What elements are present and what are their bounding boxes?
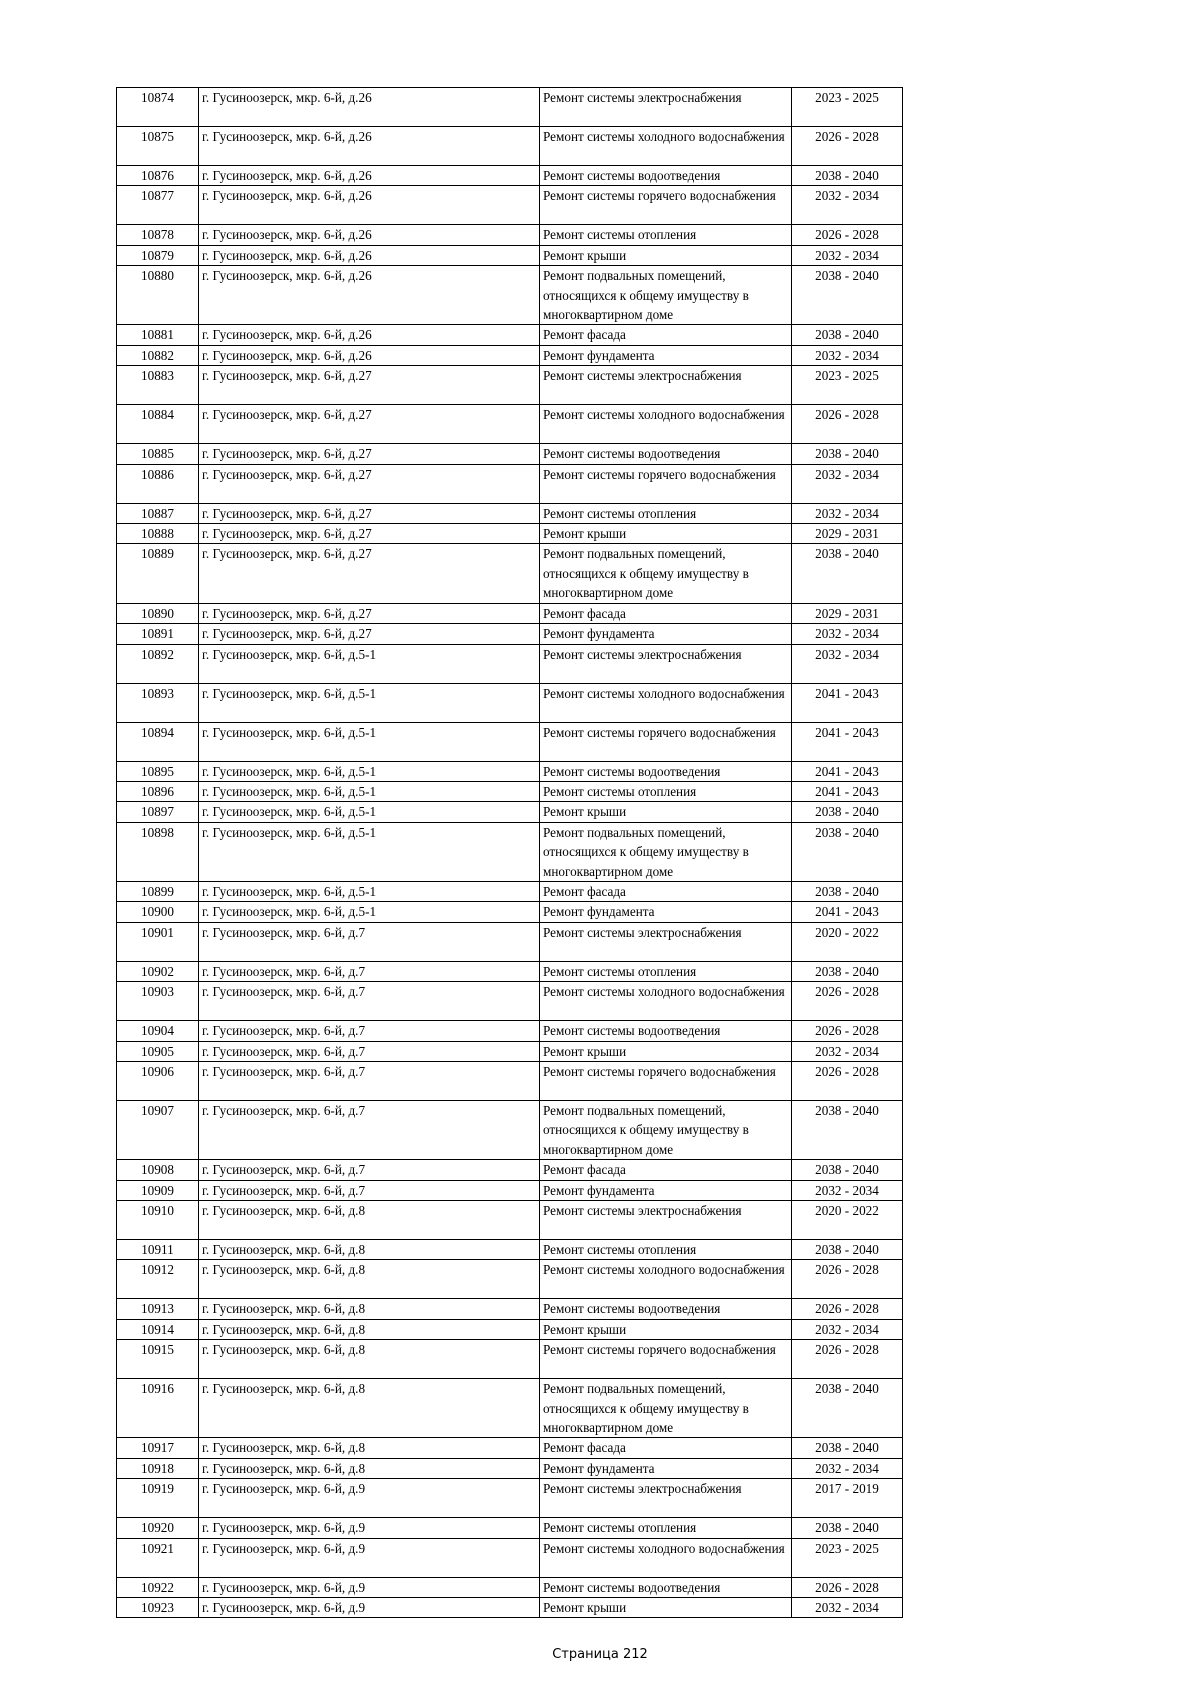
work-type-cell: Ремонт фундамента — [540, 902, 792, 922]
row-number-cell: 10906 — [117, 1061, 199, 1100]
row-number-cell: 10875 — [117, 127, 199, 166]
work-type-cell: Ремонт крыши — [540, 245, 792, 265]
table-row — [117, 1061, 903, 1100]
table-row — [117, 127, 903, 166]
period-cell: 2038 - 2040 — [792, 266, 903, 325]
work-type-cell: Ремонт системы электроснабжения — [540, 644, 792, 683]
address-cell: г. Гусиноозерск, мкр. 6-й, д.7 — [199, 961, 540, 981]
row-number-cell: 10902 — [117, 961, 199, 981]
work-type-cell: Ремонт подвальных помещений, относящихся к общему имуществу в многоквартирном доме — [540, 544, 792, 603]
row-number-cell: 10904 — [117, 1021, 199, 1041]
work-type-cell: Ремонт системы холодного водоснабжения — [540, 1538, 792, 1577]
period-cell: 2023 - 2025 — [792, 1538, 903, 1577]
row-number-cell: 10879 — [117, 245, 199, 265]
address-cell: г. Гусиноозерск, мкр. 6-й, д.7 — [199, 1021, 540, 1041]
work-type-cell: Ремонт системы отопления — [540, 781, 792, 801]
table-row — [117, 1518, 903, 1538]
period-cell: 2026 - 2028 — [792, 982, 903, 1021]
period-cell: 2032 - 2034 — [792, 644, 903, 683]
work-type-cell: Ремонт системы водоотведения — [540, 1021, 792, 1041]
table-row — [117, 624, 903, 644]
row-number-cell: 10907 — [117, 1100, 199, 1159]
period-cell: 2023 - 2025 — [792, 366, 903, 405]
row-number-cell: 10881 — [117, 325, 199, 345]
table-body — [117, 88, 903, 1618]
row-number-cell: 10895 — [117, 761, 199, 781]
table-row — [117, 1100, 903, 1159]
address-cell: г. Гусиноозерск, мкр. 6-й, д.26 — [199, 245, 540, 265]
work-type-cell: Ремонт системы электроснабжения — [540, 1479, 792, 1518]
work-type-cell: Ремонт подвальных помещений, относящихся к общему имуществу в многоквартирном доме — [540, 822, 792, 881]
row-number-cell: 10911 — [117, 1240, 199, 1260]
address-cell: г. Гусиноозерск, мкр. 6-й, д.7 — [199, 1180, 540, 1200]
address-cell: г. Гусиноозерск, мкр. 6-й, д.8 — [199, 1201, 540, 1240]
row-number-cell: 10896 — [117, 781, 199, 801]
row-number-cell: 10880 — [117, 266, 199, 325]
work-type-cell: Ремонт крыши — [540, 802, 792, 822]
table-row — [117, 405, 903, 444]
address-cell: г. Гусиноозерск, мкр. 6-й, д.26 — [199, 88, 540, 127]
address-cell: г. Гусиноозерск, мкр. 6-й, д.27 — [199, 366, 540, 405]
work-type-cell: Ремонт системы водоотведения — [540, 1299, 792, 1319]
address-cell: г. Гусиноозерск, мкр. 6-й, д.27 — [199, 405, 540, 444]
table-row — [117, 1041, 903, 1061]
table-row — [117, 345, 903, 365]
row-number-cell: 10897 — [117, 802, 199, 822]
period-cell: 2026 - 2028 — [792, 225, 903, 245]
work-type-cell: Ремонт системы электроснабжения — [540, 366, 792, 405]
table-row — [117, 166, 903, 186]
period-cell: 2041 - 2043 — [792, 761, 903, 781]
row-number-cell: 10918 — [117, 1458, 199, 1478]
period-cell: 2032 - 2034 — [792, 464, 903, 503]
work-type-cell: Ремонт фасада — [540, 1438, 792, 1458]
period-cell: 2041 - 2043 — [792, 902, 903, 922]
address-cell: г. Гусиноозерск, мкр. 6-й, д.8 — [199, 1458, 540, 1478]
period-cell: 2029 - 2031 — [792, 603, 903, 623]
row-number-cell: 10920 — [117, 1518, 199, 1538]
period-cell: 2038 - 2040 — [792, 1379, 903, 1438]
period-cell: 2026 - 2028 — [792, 1340, 903, 1379]
period-cell: 2038 - 2040 — [792, 1160, 903, 1180]
address-cell: г. Гусиноозерск, мкр. 6-й, д.5-1 — [199, 802, 540, 822]
table-row — [117, 822, 903, 881]
address-cell: г. Гусиноозерск, мкр. 6-й, д.9 — [199, 1577, 540, 1597]
address-cell: г. Гусиноозерск, мкр. 6-й, д.26 — [199, 225, 540, 245]
work-type-cell: Ремонт системы горячего водоснабжения — [540, 464, 792, 503]
address-cell: г. Гусиноозерск, мкр. 6-й, д.27 — [199, 464, 540, 503]
work-type-cell: Ремонт системы горячего водоснабжения — [540, 1061, 792, 1100]
period-cell: 2032 - 2034 — [792, 1598, 903, 1618]
address-cell: г. Гусиноозерск, мкр. 6-й, д.5-1 — [199, 683, 540, 722]
address-cell: г. Гусиноозерск, мкр. 6-й, д.5-1 — [199, 781, 540, 801]
work-type-cell: Ремонт фундамента — [540, 1458, 792, 1478]
work-type-cell: Ремонт подвальных помещений, относящихся к общему имуществу в многоквартирном доме — [540, 1379, 792, 1438]
address-cell: г. Гусиноозерск, мкр. 6-й, д.8 — [199, 1379, 540, 1438]
table-row — [117, 683, 903, 722]
table-row — [117, 1240, 903, 1260]
table-row — [117, 444, 903, 464]
row-number-cell: 10921 — [117, 1538, 199, 1577]
row-number-cell: 10886 — [117, 464, 199, 503]
table-row — [117, 366, 903, 405]
address-cell: г. Гусиноозерск, мкр. 6-й, д.27 — [199, 503, 540, 523]
period-cell: 2041 - 2043 — [792, 722, 903, 761]
period-cell: 2038 - 2040 — [792, 961, 903, 981]
table-row — [117, 1021, 903, 1041]
address-cell: г. Гусиноозерск, мкр. 6-й, д.26 — [199, 325, 540, 345]
period-cell: 2020 - 2022 — [792, 1201, 903, 1240]
row-number-cell: 10923 — [117, 1598, 199, 1618]
table-row — [117, 1438, 903, 1458]
address-cell: г. Гусиноозерск, мкр. 6-й, д.27 — [199, 524, 540, 544]
period-cell: 2026 - 2028 — [792, 1577, 903, 1597]
period-cell: 2020 - 2022 — [792, 922, 903, 961]
row-number-cell: 10913 — [117, 1299, 199, 1319]
work-type-cell: Ремонт крыши — [540, 1598, 792, 1618]
table-row — [117, 1458, 903, 1478]
table-row — [117, 1319, 903, 1339]
period-cell: 2032 - 2034 — [792, 624, 903, 644]
table-row — [117, 922, 903, 961]
period-cell: 2026 - 2028 — [792, 127, 903, 166]
table-row — [117, 961, 903, 981]
period-cell: 2032 - 2034 — [792, 245, 903, 265]
work-type-cell: Ремонт системы холодного водоснабжения — [540, 982, 792, 1021]
address-cell: г. Гусиноозерск, мкр. 6-й, д.27 — [199, 444, 540, 464]
address-cell: г. Гусиноозерск, мкр. 6-й, д.5-1 — [199, 761, 540, 781]
address-cell: г. Гусиноозерск, мкр. 6-й, д.8 — [199, 1260, 540, 1299]
work-type-cell: Ремонт крыши — [540, 1041, 792, 1061]
period-cell: 2038 - 2040 — [792, 544, 903, 603]
table-row — [117, 603, 903, 623]
address-cell: г. Гусиноозерск, мкр. 6-й, д.9 — [199, 1538, 540, 1577]
work-type-cell: Ремонт фасада — [540, 1160, 792, 1180]
repair-schedule-table — [116, 87, 903, 1618]
period-cell: 2041 - 2043 — [792, 683, 903, 722]
work-type-cell: Ремонт системы горячего водоснабжения — [540, 1340, 792, 1379]
address-cell: г. Гусиноозерск, мкр. 6-й, д.9 — [199, 1479, 540, 1518]
address-cell: г. Гусиноозерск, мкр. 6-й, д.9 — [199, 1598, 540, 1618]
row-number-cell: 10876 — [117, 166, 199, 186]
row-number-cell: 10874 — [117, 88, 199, 127]
address-cell: г. Гусиноозерск, мкр. 6-й, д.5-1 — [199, 644, 540, 683]
address-cell: г. Гусиноозерск, мкр. 6-й, д.27 — [199, 603, 540, 623]
row-number-cell: 10893 — [117, 683, 199, 722]
table-row — [117, 881, 903, 901]
row-number-cell: 10919 — [117, 1479, 199, 1518]
address-cell: г. Гусиноозерск, мкр. 6-й, д.8 — [199, 1319, 540, 1339]
table-row — [117, 325, 903, 345]
work-type-cell: Ремонт подвальных помещений, относящихся к общему имуществу в многоквартирном доме — [540, 1100, 792, 1159]
period-cell: 2026 - 2028 — [792, 1061, 903, 1100]
table-row — [117, 1180, 903, 1200]
row-number-cell: 10916 — [117, 1379, 199, 1438]
work-type-cell: Ремонт системы холодного водоснабжения — [540, 127, 792, 166]
row-number-cell: 10891 — [117, 624, 199, 644]
work-type-cell: Ремонт системы водоотведения — [540, 444, 792, 464]
address-cell: г. Гусиноозерск, мкр. 6-й, д.5-1 — [199, 881, 540, 901]
table-row — [117, 88, 903, 127]
row-number-cell: 10892 — [117, 644, 199, 683]
table-row — [117, 1160, 903, 1180]
table-row — [117, 1299, 903, 1319]
table-row — [117, 1340, 903, 1379]
work-type-cell: Ремонт подвальных помещений, относящихся к общему имуществу в многоквартирном доме — [540, 266, 792, 325]
address-cell: г. Гусиноозерск, мкр. 6-й, д.5-1 — [199, 822, 540, 881]
row-number-cell: 10878 — [117, 225, 199, 245]
work-type-cell: Ремонт крыши — [540, 524, 792, 544]
period-cell: 2026 - 2028 — [792, 1021, 903, 1041]
work-type-cell: Ремонт системы отопления — [540, 1240, 792, 1260]
address-cell: г. Гусиноозерск, мкр. 6-й, д.8 — [199, 1340, 540, 1379]
work-type-cell: Ремонт системы отопления — [540, 503, 792, 523]
page-number: Страница 212 — [552, 1647, 648, 1662]
row-number-cell: 10905 — [117, 1041, 199, 1061]
period-cell: 2029 - 2031 — [792, 524, 903, 544]
period-cell: 2023 - 2025 — [792, 88, 903, 127]
period-cell: 2026 - 2028 — [792, 405, 903, 444]
work-type-cell: Ремонт системы отопления — [540, 225, 792, 245]
row-number-cell: 10889 — [117, 544, 199, 603]
address-cell: г. Гусиноозерск, мкр. 6-й, д.7 — [199, 982, 540, 1021]
table-row — [117, 1379, 903, 1438]
table-row — [117, 225, 903, 245]
work-type-cell: Ремонт крыши — [540, 1319, 792, 1339]
table-row — [117, 245, 903, 265]
address-cell: г. Гусиноозерск, мкр. 6-й, д.7 — [199, 1160, 540, 1180]
table-row — [117, 1201, 903, 1240]
work-type-cell: Ремонт системы холодного водоснабжения — [540, 683, 792, 722]
row-number-cell: 10882 — [117, 345, 199, 365]
row-number-cell: 10917 — [117, 1438, 199, 1458]
work-type-cell: Ремонт системы отопления — [540, 961, 792, 981]
address-cell: г. Гусиноозерск, мкр. 6-й, д.9 — [199, 1518, 540, 1538]
period-cell: 2032 - 2034 — [792, 1319, 903, 1339]
work-type-cell: Ремонт системы электроснабжения — [540, 922, 792, 961]
row-number-cell: 10885 — [117, 444, 199, 464]
table-row — [117, 1260, 903, 1299]
row-number-cell: 10908 — [117, 1160, 199, 1180]
address-cell: г. Гусиноозерск, мкр. 6-й, д.26 — [199, 345, 540, 365]
address-cell: г. Гусиноозерск, мкр. 6-й, д.26 — [199, 186, 540, 225]
work-type-cell: Ремонт системы отопления — [540, 1518, 792, 1538]
row-number-cell: 10914 — [117, 1319, 199, 1339]
work-type-cell: Ремонт системы водоотведения — [540, 166, 792, 186]
period-cell: 2038 - 2040 — [792, 881, 903, 901]
address-cell: г. Гусиноозерск, мкр. 6-й, д.26 — [199, 266, 540, 325]
row-number-cell: 10903 — [117, 982, 199, 1021]
period-cell: 2026 - 2028 — [792, 1299, 903, 1319]
row-number-cell: 10883 — [117, 366, 199, 405]
row-number-cell: 10899 — [117, 881, 199, 901]
work-type-cell: Ремонт системы водоотведения — [540, 1577, 792, 1597]
table-row — [117, 902, 903, 922]
period-cell: 2026 - 2028 — [792, 1260, 903, 1299]
table-row — [117, 503, 903, 523]
work-type-cell: Ремонт системы холодного водоснабжения — [540, 1260, 792, 1299]
work-type-cell: Ремонт фундамента — [540, 345, 792, 365]
address-cell: г. Гусиноозерск, мкр. 6-й, д.7 — [199, 1061, 540, 1100]
work-type-cell: Ремонт системы горячего водоснабжения — [540, 186, 792, 225]
row-number-cell: 10894 — [117, 722, 199, 761]
work-type-cell: Ремонт фундамента — [540, 624, 792, 644]
table-row — [117, 524, 903, 544]
address-cell: г. Гусиноозерск, мкр. 6-й, д.5-1 — [199, 902, 540, 922]
table-row — [117, 186, 903, 225]
work-type-cell: Ремонт фасада — [540, 881, 792, 901]
page-footer — [0, 1647, 1200, 1662]
period-cell: 2038 - 2040 — [792, 1518, 903, 1538]
period-cell: 2032 - 2034 — [792, 503, 903, 523]
table-row — [117, 464, 903, 503]
period-cell: 2017 - 2019 — [792, 1479, 903, 1518]
period-cell: 2038 - 2040 — [792, 1438, 903, 1458]
work-type-cell: Ремонт фасада — [540, 325, 792, 345]
address-cell: г. Гусиноозерск, мкр. 6-й, д.26 — [199, 166, 540, 186]
row-number-cell: 10901 — [117, 922, 199, 961]
period-cell: 2041 - 2043 — [792, 781, 903, 801]
work-type-cell: Ремонт системы водоотведения — [540, 761, 792, 781]
work-type-cell: Ремонт фундамента — [540, 1180, 792, 1200]
table-row — [117, 722, 903, 761]
row-number-cell: 10922 — [117, 1577, 199, 1597]
address-cell: г. Гусиноозерск, мкр. 6-й, д.8 — [199, 1299, 540, 1319]
period-cell: 2038 - 2040 — [792, 822, 903, 881]
address-cell: г. Гусиноозерск, мкр. 6-й, д.8 — [199, 1240, 540, 1260]
table-row — [117, 644, 903, 683]
period-cell: 2032 - 2034 — [792, 1041, 903, 1061]
table-row — [117, 1577, 903, 1597]
address-cell: г. Гусиноозерск, мкр. 6-й, д.26 — [199, 127, 540, 166]
work-type-cell: Ремонт системы горячего водоснабжения — [540, 722, 792, 761]
row-number-cell: 10877 — [117, 186, 199, 225]
row-number-cell: 10888 — [117, 524, 199, 544]
period-cell: 2038 - 2040 — [792, 444, 903, 464]
period-cell: 2038 - 2040 — [792, 325, 903, 345]
table-row — [117, 544, 903, 603]
row-number-cell: 10915 — [117, 1340, 199, 1379]
address-cell: г. Гусиноозерск, мкр. 6-й, д.7 — [199, 1041, 540, 1061]
period-cell: 2038 - 2040 — [792, 802, 903, 822]
period-cell: 2038 - 2040 — [792, 166, 903, 186]
table-row — [117, 266, 903, 325]
period-cell: 2032 - 2034 — [792, 345, 903, 365]
table-row — [117, 781, 903, 801]
address-cell: г. Гусиноозерск, мкр. 6-й, д.7 — [199, 922, 540, 961]
period-cell: 2032 - 2034 — [792, 1458, 903, 1478]
work-type-cell: Ремонт фасада — [540, 603, 792, 623]
work-type-cell: Ремонт системы электроснабжения — [540, 1201, 792, 1240]
row-number-cell: 10898 — [117, 822, 199, 881]
address-cell: г. Гусиноозерск, мкр. 6-й, д.27 — [199, 624, 540, 644]
period-cell: 2032 - 2034 — [792, 186, 903, 225]
row-number-cell: 10909 — [117, 1180, 199, 1200]
row-number-cell: 10910 — [117, 1201, 199, 1240]
work-type-cell: Ремонт системы холодного водоснабжения — [540, 405, 792, 444]
period-cell: 2038 - 2040 — [792, 1240, 903, 1260]
address-cell: г. Гусиноозерск, мкр. 6-й, д.8 — [199, 1438, 540, 1458]
address-cell: г. Гусиноозерск, мкр. 6-й, д.7 — [199, 1100, 540, 1159]
row-number-cell: 10890 — [117, 603, 199, 623]
table-row — [117, 761, 903, 781]
row-number-cell: 10912 — [117, 1260, 199, 1299]
address-cell: г. Гусиноозерск, мкр. 6-й, д.27 — [199, 544, 540, 603]
table-row — [117, 802, 903, 822]
row-number-cell: 10900 — [117, 902, 199, 922]
row-number-cell: 10887 — [117, 503, 199, 523]
table-row — [117, 1598, 903, 1618]
table-row — [117, 1479, 903, 1518]
row-number-cell: 10884 — [117, 405, 199, 444]
period-cell: 2032 - 2034 — [792, 1180, 903, 1200]
work-type-cell: Ремонт системы электроснабжения — [540, 88, 792, 127]
table-row — [117, 1538, 903, 1577]
address-cell: г. Гусиноозерск, мкр. 6-й, д.5-1 — [199, 722, 540, 761]
table-row — [117, 982, 903, 1021]
period-cell: 2038 - 2040 — [792, 1100, 903, 1159]
